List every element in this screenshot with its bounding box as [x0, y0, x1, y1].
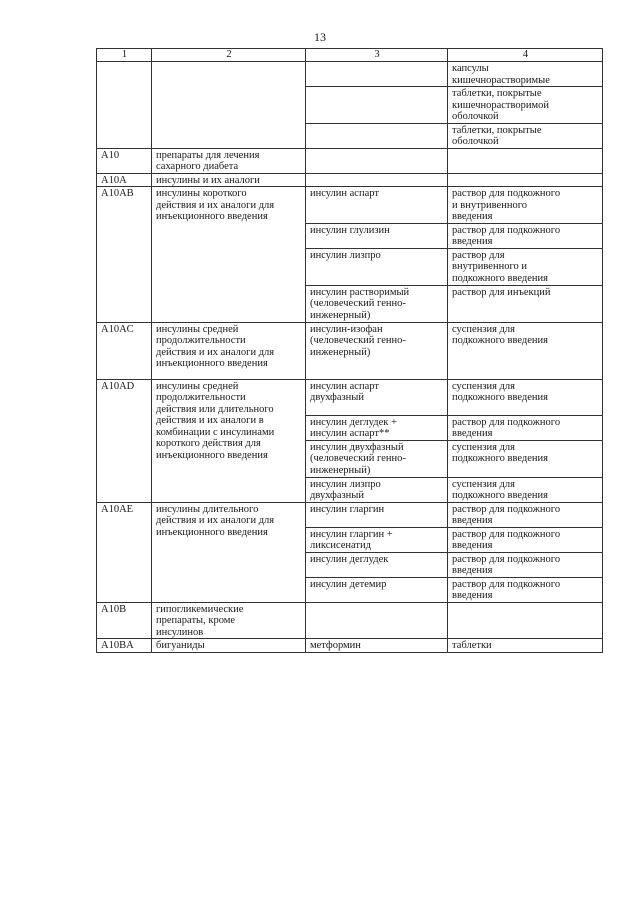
cell-line: A10B — [101, 603, 127, 615]
cell-line: инсулин гларгин — [310, 503, 385, 515]
drug-name-cell — [306, 248, 448, 285]
table-row — [97, 62, 603, 87]
dosage-form-cell — [448, 148, 603, 173]
cell-line: инсулины короткого — [156, 188, 247, 199]
atc-code-cell — [97, 322, 152, 379]
drug-name-cell — [306, 187, 448, 224]
group-name-cell — [152, 639, 306, 653]
atc-code-cell — [97, 148, 152, 173]
cell-line: суспензия для — [452, 323, 515, 335]
cell-line: раствор для подкожного — [452, 503, 561, 515]
atc-code-cell — [97, 62, 152, 149]
cell-line: и внутривенного — [452, 199, 527, 211]
table-row — [97, 148, 603, 173]
cell-line: раствор для подкожного — [452, 188, 561, 199]
drug-name-cell — [306, 148, 448, 173]
cell-line: подкожного введения — [452, 490, 548, 501]
cell-line: инсулинов — [156, 626, 204, 638]
cell-line: инженерный) — [310, 346, 371, 358]
atc-code-cell — [97, 379, 152, 502]
cell-line: инсулин лизпро — [310, 249, 381, 261]
cell-line: таблетки, покрытые — [452, 124, 542, 136]
cell-line: кишечнорастворимой — [452, 99, 550, 111]
dosage-form-cell — [448, 602, 603, 639]
cell-line: инсулин аспарт** — [310, 428, 390, 439]
cell-line: действия или длительного — [156, 403, 274, 415]
atc-code-cell — [97, 187, 152, 323]
cell-line: инсулины средней — [156, 380, 239, 392]
cell-line: таблетки, покрытые — [452, 88, 542, 99]
cell-line: (человеческий генно- — [310, 453, 406, 464]
cell-line: действия и их аналоги для — [156, 515, 275, 526]
dosage-form-cell — [448, 87, 603, 124]
cell-line: введения — [452, 236, 493, 247]
dosage-form-cell — [448, 322, 603, 379]
dosage-form-cell — [448, 639, 603, 653]
cell-line: капсулы — [452, 63, 489, 74]
cell-line: инсулины средней — [156, 323, 239, 335]
cell-line: препараты для лечения — [156, 149, 260, 161]
cell-line: инженерный) — [310, 309, 371, 321]
cell-line: действия и их аналоги в — [156, 415, 264, 426]
cell-line: раствор для подкожного — [452, 553, 561, 565]
cell-line: подкожного введения — [452, 392, 548, 403]
cell-line: инсулин глулизин — [310, 224, 390, 236]
cell-line: таблетки — [452, 640, 492, 651]
group-name-cell — [152, 502, 306, 602]
cell-line: сахарного диабета — [156, 161, 239, 172]
atc-code-cell — [97, 173, 152, 187]
drug-name-cell — [306, 639, 448, 653]
cell-line: кишечнорастворимые — [452, 74, 550, 86]
atc-code-cell — [97, 502, 152, 602]
dosage-form-cell — [448, 552, 603, 577]
cell-line: раствор для инъекций — [452, 286, 551, 298]
cell-line: раствор для подкожного — [452, 578, 561, 590]
cell-line: введения — [452, 590, 493, 601]
cell-line: введения — [452, 565, 493, 576]
cell-line: инсулин гларгин + — [310, 528, 393, 540]
cell-line: инсулин аспарт — [310, 380, 379, 392]
cell-line: раствор для подкожного — [452, 416, 561, 428]
drug-name-cell — [306, 285, 448, 322]
cell-line: внутривенного и — [452, 261, 527, 272]
cell-line: (человеческий генно- — [310, 335, 406, 346]
drug-name-cell — [306, 552, 448, 577]
table-row — [97, 187, 603, 224]
cell-line: суспензия для — [452, 441, 515, 453]
group-name-cell — [152, 187, 306, 323]
cell-line: инсулин деглудек — [310, 553, 389, 565]
cell-line: A10AE — [101, 503, 134, 515]
dosage-form-cell — [448, 577, 603, 602]
drug-name-cell — [306, 415, 448, 440]
table-row — [97, 322, 603, 379]
atc-code-cell — [97, 639, 152, 653]
cell-line: (человеческий генно- — [310, 298, 406, 309]
cell-line: подкожного введения — [452, 335, 548, 346]
drug-name-cell — [306, 173, 448, 187]
cell-line: A10A — [101, 174, 127, 186]
atc-code-cell — [97, 602, 152, 639]
cell-line: препараты, кроме — [156, 615, 236, 626]
cell-line: инъекционного введения — [156, 358, 268, 369]
dosage-form-cell — [448, 415, 603, 440]
cell-line: инсулины длительного — [156, 503, 259, 515]
cell-line: подкожного введения — [452, 453, 548, 464]
cell-line: оболочкой — [452, 136, 499, 147]
cell-line: действия и их аналоги для — [156, 346, 275, 358]
drug-name-cell — [306, 502, 448, 527]
cell-line: инсулин аспарт — [310, 188, 379, 199]
header-col-4: 4 — [448, 49, 603, 62]
cell-line: инсулины и их аналоги — [156, 174, 260, 186]
dosage-form-cell — [448, 223, 603, 248]
cell-line: инсулин двухфазный — [310, 441, 404, 453]
drug-name-cell — [306, 123, 448, 148]
cell-line: раствор для — [452, 249, 505, 261]
cell-line: инъекционного введения — [156, 526, 268, 538]
header-col-3: 3 — [306, 49, 448, 62]
group-name-cell — [152, 148, 306, 173]
cell-line: суспензия для — [452, 380, 515, 392]
cell-line: инсулин-изофан — [310, 323, 383, 335]
cell-line: инсулин детемир — [310, 578, 387, 590]
drug-name-cell — [306, 527, 448, 552]
table-row — [97, 502, 603, 527]
table-row — [97, 602, 603, 639]
cell-line: введения — [452, 540, 493, 551]
cell-line: бигуаниды — [156, 640, 205, 651]
cell-line: A10AB — [101, 188, 134, 199]
cell-line: введения — [452, 211, 493, 222]
drug-name-cell — [306, 602, 448, 639]
header-col-1: 1 — [97, 49, 152, 62]
table-row — [97, 379, 603, 415]
cell-line: A10AD — [101, 380, 135, 392]
drug-table — [96, 48, 603, 653]
drug-name-cell — [306, 223, 448, 248]
cell-line: короткого действия для — [156, 438, 261, 449]
cell-line: инъекционного введения — [156, 449, 268, 461]
cell-line: введения — [452, 428, 493, 439]
drug-name-cell — [306, 477, 448, 502]
cell-line: продолжительности — [156, 392, 246, 403]
drug-name-cell — [306, 62, 448, 87]
drug-name-cell — [306, 440, 448, 477]
cell-line: действия и их аналоги для — [156, 199, 275, 211]
table-row — [97, 173, 603, 187]
dosage-form-cell — [448, 285, 603, 322]
dosage-form-cell — [448, 527, 603, 552]
header-row — [97, 49, 603, 62]
dosage-form-cell — [448, 248, 603, 285]
cell-line: двухфазный — [310, 490, 364, 501]
cell-line: инсулин деглудек + — [310, 416, 397, 428]
cell-line: инсулин лизпро — [310, 478, 381, 490]
dosage-form-cell — [448, 173, 603, 187]
dosage-form-cell — [448, 477, 603, 502]
dosage-form-cell — [448, 62, 603, 87]
cell-line: раствор для подкожного — [452, 528, 561, 540]
group-name-cell — [152, 379, 306, 502]
cell-line: оболочкой — [452, 111, 499, 122]
cell-line: инсулин растворимый — [310, 286, 410, 298]
dosage-form-cell — [448, 502, 603, 527]
dosage-form-cell — [448, 440, 603, 477]
cell-line: A10BA — [101, 640, 134, 651]
cell-line: инъекционного введения — [156, 211, 268, 222]
group-name-cell — [152, 602, 306, 639]
cell-line: A10AC — [101, 323, 134, 335]
header-col-2: 2 — [152, 49, 306, 62]
dosage-form-cell — [448, 379, 603, 415]
group-name-cell — [152, 62, 306, 149]
cell-line: продолжительности — [156, 335, 246, 346]
cell-line: инженерный) — [310, 464, 371, 476]
drug-name-cell — [306, 577, 448, 602]
drug-name-cell — [306, 87, 448, 124]
cell-line: двухфазный — [310, 392, 364, 403]
cell-line: гипогликемические — [156, 603, 244, 615]
drug-name-cell — [306, 322, 448, 379]
cell-line: метформин — [310, 640, 361, 651]
dosage-form-cell — [448, 187, 603, 224]
cell-line: подкожного введения — [452, 272, 548, 284]
cell-line: введения — [452, 515, 493, 526]
drug-name-cell — [306, 379, 448, 415]
dosage-form-cell — [448, 123, 603, 148]
group-name-cell — [152, 173, 306, 187]
page-number: 13 — [314, 30, 326, 44]
cell-line: раствор для подкожного — [452, 224, 561, 236]
cell-line: комбинации с инсулинами — [156, 426, 275, 438]
group-name-cell — [152, 322, 306, 379]
cell-line: ликсисенатид — [310, 540, 371, 551]
cell-line: суспензия для — [452, 478, 515, 490]
table-row — [97, 639, 603, 653]
cell-line: A10 — [101, 149, 120, 161]
